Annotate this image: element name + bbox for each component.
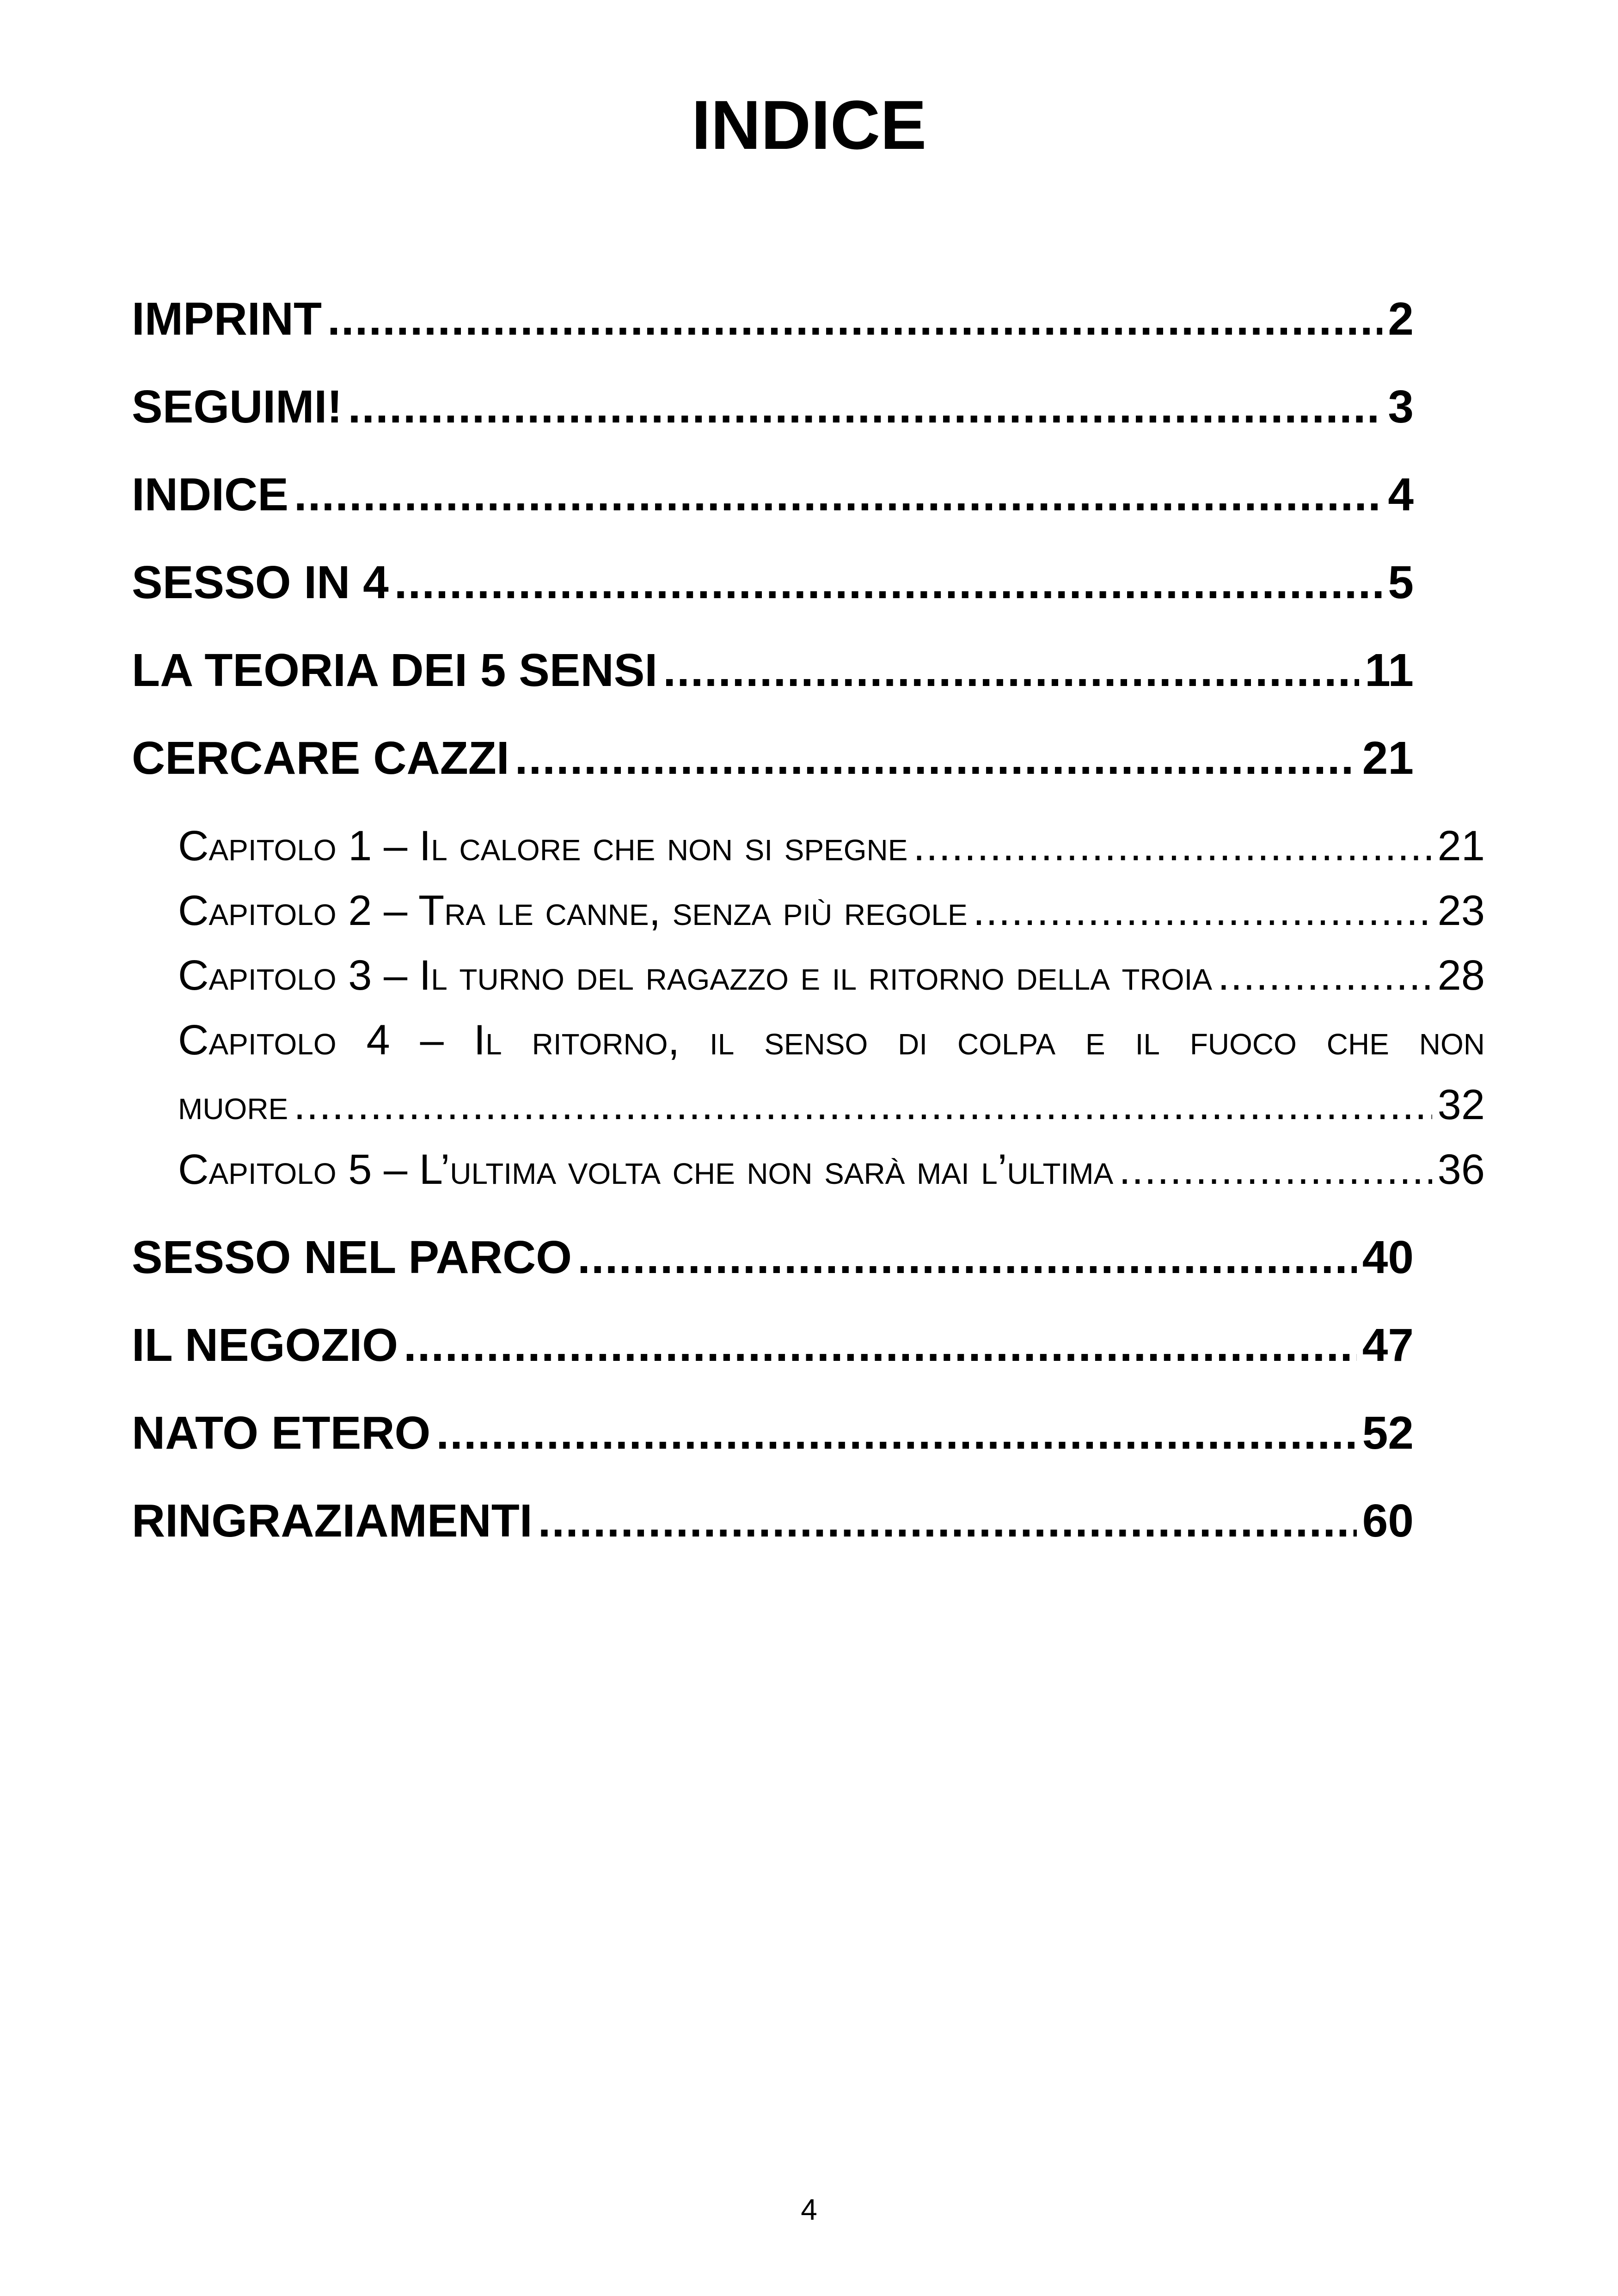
toc-leader-dots xyxy=(577,1230,1357,1285)
toc-leader-dots xyxy=(394,555,1383,610)
toc-chapter-2[interactable] xyxy=(178,883,1485,938)
toc-entry-title: LA TEORIA DEI 5 SENSI xyxy=(132,644,658,696)
toc-entry-title: SEGUIMI! xyxy=(132,381,343,433)
toc-leader-dots xyxy=(913,818,1432,874)
toc-chapter-title: Capitolo 3 – Il turno del ragazzo e il ritorno della troia xyxy=(178,952,1213,999)
toc-entry-page: 4 xyxy=(1388,469,1414,520)
toc-leader-dots xyxy=(294,467,1382,522)
toc-entry-page: 2 xyxy=(1388,293,1414,345)
toc-entry-title: CERCARE CAZZI xyxy=(132,732,509,784)
toc-entry-imprint[interactable] xyxy=(132,291,1414,347)
toc-leader-dots xyxy=(1119,1142,1432,1197)
toc-leader-dots xyxy=(973,883,1432,938)
toc-chapter-page: 23 xyxy=(1437,887,1485,934)
toc-entry-page: 52 xyxy=(1362,1407,1414,1459)
toc-leader-dots xyxy=(327,291,1382,347)
toc-entry-teoria-5-sensi[interactable] xyxy=(132,643,1414,698)
toc-entry-sesso-in-4[interactable] xyxy=(132,555,1414,610)
toc-entry-cercare-cazzi[interactable] xyxy=(132,730,1414,786)
toc-leader-dots xyxy=(1218,948,1432,1003)
toc-entry-page: 47 xyxy=(1362,1319,1414,1371)
toc-chapter-1[interactable] xyxy=(178,818,1485,874)
toc-leader-dots xyxy=(348,379,1383,435)
toc-entry-page: 3 xyxy=(1388,381,1414,433)
toc-chapter-title: muore xyxy=(178,1081,288,1128)
toc-entry-page: 5 xyxy=(1388,557,1414,608)
toc-chapter-page: 28 xyxy=(1437,952,1485,999)
toc-leader-dots xyxy=(663,643,1359,698)
toc-leader-dots xyxy=(436,1405,1356,1461)
toc-chapter-4-line1[interactable]: Capitolo 4 – Il ritorno, il senso di colpa e il fuoco che non xyxy=(178,1016,1485,1064)
toc-leader-dots xyxy=(538,1493,1357,1549)
toc-chapter-page: 36 xyxy=(1437,1146,1485,1193)
toc-leader-dots xyxy=(515,730,1357,786)
toc-entry-title: NATO ETERO xyxy=(132,1407,431,1459)
toc-entry-title: INDICE xyxy=(132,469,288,520)
toc-chapter-title: Capitolo 5 – L’ultima volta che non sarà mai l’ultima xyxy=(178,1146,1114,1193)
toc-entry-page: 40 xyxy=(1362,1231,1414,1283)
toc-chapter-page: 21 xyxy=(1437,822,1485,869)
toc-entry-page: 11 xyxy=(1365,644,1414,696)
toc-chapter-5[interactable] xyxy=(178,1142,1485,1197)
toc-entry-page: 60 xyxy=(1362,1495,1414,1547)
toc-entry-title: SESSO IN 4 xyxy=(132,557,389,608)
toc-entry-indice[interactable] xyxy=(132,467,1414,522)
toc-chapter-4[interactable] xyxy=(178,1077,1485,1133)
toc-entry-title: RINGRAZIAMENTI xyxy=(132,1495,533,1547)
toc-entry-seguimi[interactable] xyxy=(132,379,1414,435)
toc-entry-title: IL NEGOZIO xyxy=(132,1319,398,1371)
toc-leader-dots xyxy=(404,1317,1357,1373)
toc-entry-title: IMPRINT xyxy=(132,293,322,345)
page-number: 4 xyxy=(801,2193,817,2226)
toc-leader-dots xyxy=(294,1077,1432,1133)
toc-entry-title: SESSO NEL PARCO xyxy=(132,1231,572,1283)
toc-chapter-title: Capitolo 2 – Tra le canne, senza più regole xyxy=(178,887,968,934)
toc-chapter-page: 32 xyxy=(1437,1081,1485,1128)
toc-entry-page: 21 xyxy=(1362,732,1414,784)
toc-chapter-3[interactable] xyxy=(178,948,1485,1003)
toc-entry-ringraziamenti[interactable] xyxy=(132,1493,1414,1549)
toc-entry-sesso-nel-parco[interactable] xyxy=(132,1230,1414,1285)
toc-chapter-title: Capitolo 1 – Il calore che non si spegne xyxy=(178,822,908,869)
toc-entry-nato-etero[interactable] xyxy=(132,1405,1414,1461)
toc-entry-il-negozio[interactable] xyxy=(132,1317,1414,1373)
page-title: INDICE xyxy=(691,86,927,164)
